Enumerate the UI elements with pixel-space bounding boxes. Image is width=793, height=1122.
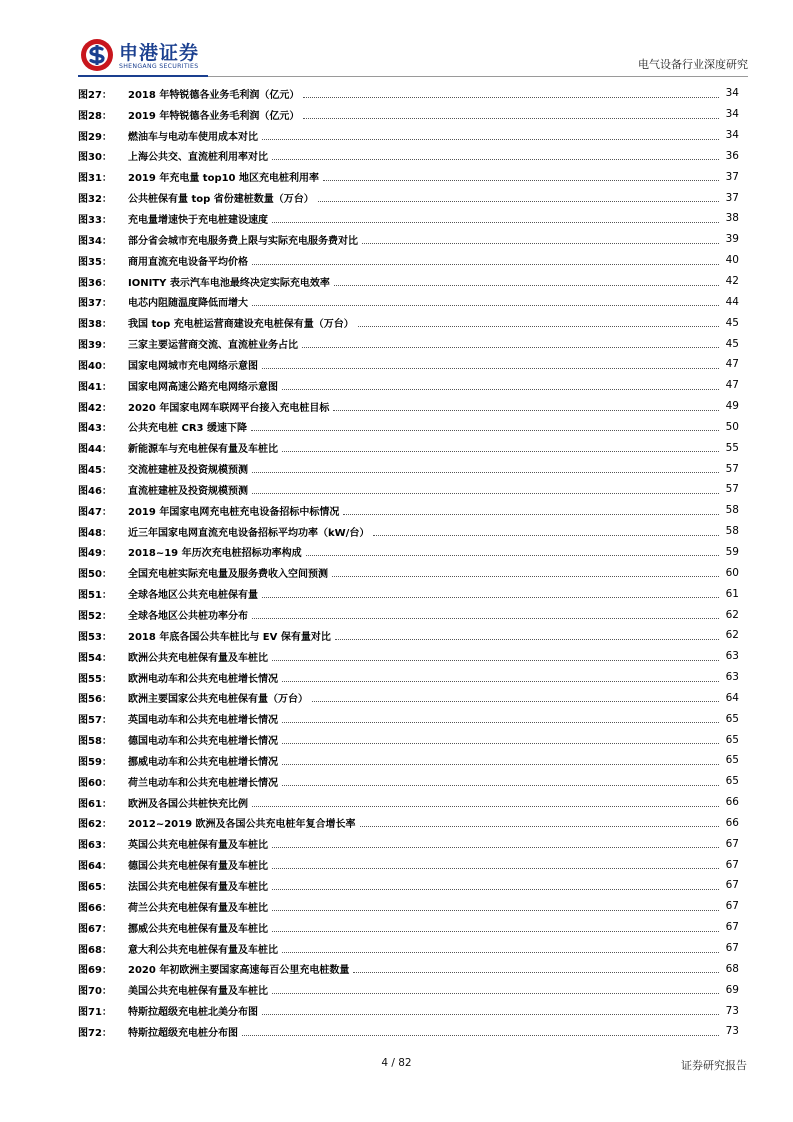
- figure-number: 图71：: [78, 1007, 112, 1019]
- figure-number: 图56：: [78, 694, 112, 706]
- page-ref[interactable]: 62: [725, 608, 739, 621]
- figure-title[interactable]: 2019 年充电量 top10 地区充电桩利用率: [128, 173, 320, 185]
- toc-entry[interactable]: [78, 312, 739, 333]
- page-ref[interactable]: 73: [725, 1004, 739, 1017]
- figure-number: 图64：: [78, 861, 112, 873]
- toc-entry[interactable]: [78, 396, 739, 417]
- figure-title[interactable]: 2018~19 年历次充电桩招标功率构成: [128, 548, 302, 560]
- dot-leader: [252, 305, 719, 306]
- figure-title[interactable]: 电芯内阻随温度降低而增大: [128, 298, 248, 310]
- page-ref[interactable]: 58: [725, 525, 739, 538]
- dot-leader: [373, 535, 719, 536]
- logo-english-name: SHENGANG SECURITIES: [119, 63, 199, 70]
- page-ref[interactable]: 55: [725, 441, 739, 454]
- toc-entry[interactable]: [78, 250, 739, 271]
- figure-number: 图41：: [78, 381, 112, 393]
- toc-entry[interactable]: [78, 166, 739, 187]
- figure-number: 图38：: [78, 319, 112, 331]
- figure-number: 图44：: [78, 444, 112, 456]
- toc-entry[interactable]: [78, 271, 739, 292]
- figure-title[interactable]: 商用直流充电设备平均价格: [128, 256, 248, 268]
- dot-leader: [272, 931, 719, 932]
- figure-number: 图28：: [78, 110, 112, 122]
- figure-title[interactable]: 特斯拉超级充电桩北美分布图: [128, 1007, 258, 1019]
- figure-title[interactable]: 荷兰电动车和公共充电桩增长情况: [128, 777, 278, 789]
- dot-leader: [272, 847, 719, 848]
- figure-title[interactable]: 2020 年国家电网车联网平台接入充电桩目标: [128, 402, 330, 414]
- dot-leader: [303, 97, 719, 98]
- page-ref[interactable]: 50: [725, 420, 739, 433]
- toc-entry[interactable]: [78, 521, 739, 542]
- figure-number: 图63：: [78, 840, 112, 852]
- figure-number: 图32：: [78, 194, 112, 206]
- figure-title[interactable]: 2019 年国家电网充电桩充电设备招标中标情况: [128, 506, 340, 518]
- figure-number: 图27：: [78, 89, 112, 101]
- figure-number: 图47：: [78, 506, 112, 518]
- page-ref[interactable]: 45: [725, 316, 739, 329]
- figure-title[interactable]: 全国充电桩实际充电量及服务费收入空间预测: [128, 569, 328, 581]
- dot-leader: [333, 410, 719, 411]
- figure-number: 图59：: [78, 756, 112, 768]
- dot-leader: [272, 993, 719, 994]
- toc-entry[interactable]: [78, 354, 739, 375]
- page-ref[interactable]: 58: [725, 504, 739, 517]
- toc-entry[interactable]: [78, 896, 739, 917]
- page-ref[interactable]: 34: [725, 108, 739, 121]
- figure-title[interactable]: 上海公共交、直流桩利用率对比: [128, 152, 268, 164]
- page-ref[interactable]: 37: [725, 191, 739, 204]
- dot-leader: [282, 722, 719, 723]
- page-ref[interactable]: 47: [725, 379, 739, 392]
- figure-title[interactable]: 英国公共充电桩保有量及车桩比: [128, 840, 268, 852]
- figure-number: 图39：: [78, 340, 112, 352]
- figure-number: 图29：: [78, 131, 112, 143]
- figure-title[interactable]: 挪威公共充电桩保有量及车桩比: [128, 923, 268, 935]
- figure-number: 图36：: [78, 277, 112, 289]
- toc-entry[interactable]: [78, 833, 739, 854]
- dot-leader: [360, 826, 719, 827]
- page-ref[interactable]: 67: [725, 879, 739, 892]
- dot-leader: [252, 493, 719, 494]
- page-ref[interactable]: 57: [725, 462, 739, 475]
- figure-list: [78, 83, 739, 1042]
- page-ref[interactable]: 66: [725, 796, 739, 809]
- page-ref[interactable]: 37: [725, 170, 739, 183]
- dot-leader: [272, 159, 719, 160]
- figure-title[interactable]: 特斯拉超级充电桩分布图: [128, 1027, 238, 1039]
- figure-number: 图62：: [78, 819, 112, 831]
- dot-leader: [335, 639, 719, 640]
- page-ref[interactable]: 47: [725, 358, 739, 371]
- page-ref[interactable]: 65: [725, 712, 739, 725]
- page-number: 4 / 82: [381, 1057, 412, 1069]
- dot-leader: [282, 681, 719, 682]
- toc-entry[interactable]: [78, 917, 739, 938]
- page-ref[interactable]: 57: [725, 483, 739, 496]
- toc-entry[interactable]: [78, 792, 739, 813]
- page-ref[interactable]: 67: [725, 858, 739, 871]
- page-ref[interactable]: 67: [725, 900, 739, 913]
- toc-entry[interactable]: [78, 938, 739, 959]
- page-ref[interactable]: 64: [725, 691, 739, 704]
- figure-number: 图57：: [78, 715, 112, 727]
- figure-number: 图31：: [78, 173, 112, 185]
- page-ref[interactable]: 34: [725, 87, 739, 100]
- figure-title[interactable]: 公共充电桩 CR3 缓速下降: [128, 423, 247, 435]
- page-ref[interactable]: 68: [725, 962, 739, 975]
- figure-number: 图51：: [78, 590, 112, 602]
- page-ref[interactable]: 40: [725, 254, 739, 267]
- page-ref[interactable]: 34: [725, 129, 739, 142]
- dot-leader: [318, 201, 719, 202]
- toc-entry[interactable]: [78, 479, 739, 500]
- figure-title[interactable]: 欧洲公共充电桩保有量及车桩比: [128, 652, 268, 664]
- figure-title[interactable]: 充电量增速快于充电桩建设速度: [128, 214, 268, 226]
- figure-title[interactable]: 国家电网高速公路充电网络示意图: [128, 381, 278, 393]
- dot-leader: [282, 743, 719, 744]
- toc-entry[interactable]: [78, 125, 739, 146]
- figure-title[interactable]: 国家电网城市充电网络示意图: [128, 360, 258, 372]
- toc-entry[interactable]: [78, 646, 739, 667]
- toc-entry[interactable]: [78, 854, 739, 875]
- dot-leader: [334, 285, 719, 286]
- page-ref[interactable]: 73: [725, 1025, 739, 1038]
- figure-title[interactable]: 全球各地区公共桩功率分布: [128, 611, 248, 623]
- figure-title[interactable]: 2012~2019 欧洲及各国公共充电桩年复合增长率: [128, 819, 356, 831]
- figure-title[interactable]: 挪威电动车和公共充电桩增长情况: [128, 756, 278, 768]
- toc-entry[interactable]: [78, 375, 739, 396]
- dot-leader: [282, 451, 719, 452]
- page-ref[interactable]: 65: [725, 775, 739, 788]
- figure-number: 图66：: [78, 902, 112, 914]
- dot-leader: [252, 472, 719, 473]
- shengang-logo-icon: [80, 38, 114, 72]
- figure-title[interactable]: 法国公共充电桩保有量及车桩比: [128, 881, 268, 893]
- figure-title[interactable]: 欧洲主要国家公共充电桩保有量（万台）: [128, 694, 308, 706]
- figure-number: 图60：: [78, 777, 112, 789]
- toc-entry[interactable]: [78, 667, 739, 688]
- figure-number: 图49：: [78, 548, 112, 560]
- figure-title[interactable]: 公共桩保有量 top 省份建桩数量（万台）: [128, 194, 314, 206]
- dot-leader: [282, 389, 719, 390]
- figure-number: 图43：: [78, 423, 112, 435]
- document-type: 证券研究报告: [681, 1059, 747, 1072]
- figure-title[interactable]: 2018 年底各国公共车桩比与 EV 保有量对比: [128, 631, 331, 643]
- figure-number: 图33：: [78, 214, 112, 226]
- page-ref[interactable]: 44: [725, 295, 739, 308]
- dot-leader: [262, 368, 719, 369]
- report-type: 电气设备行业深度研究: [638, 58, 748, 71]
- figure-number: 图58：: [78, 736, 112, 748]
- page-ref[interactable]: 65: [725, 754, 739, 767]
- figure-title[interactable]: 三家主要运营商交流、直流桩业务占比: [128, 340, 298, 352]
- figure-title[interactable]: 近三年国家电网直流充电设备招标平均功率（kW/台）: [128, 527, 370, 539]
- figure-number: 图40：: [78, 360, 112, 372]
- figure-title[interactable]: 直流桩建桩及投资规模预测: [128, 485, 248, 497]
- dot-leader: [362, 243, 719, 244]
- toc-entry[interactable]: [78, 187, 739, 208]
- figure-title[interactable]: 2018 年特锐德各业务毛利润（亿元）: [128, 89, 300, 101]
- toc-entry[interactable]: [78, 542, 739, 563]
- page-ref[interactable]: 59: [725, 545, 739, 558]
- figure-number: 图46：: [78, 485, 112, 497]
- page-ref[interactable]: 61: [725, 587, 739, 600]
- toc-entry[interactable]: [78, 979, 739, 1000]
- dot-leader: [332, 576, 719, 577]
- toc-entry[interactable]: [78, 458, 739, 479]
- page-ref[interactable]: 67: [725, 942, 739, 955]
- dot-leader: [242, 1035, 719, 1036]
- page-ref[interactable]: 39: [725, 233, 739, 246]
- page-ref[interactable]: 69: [725, 983, 739, 996]
- dot-leader: [252, 806, 719, 807]
- figure-title[interactable]: 英国电动车和公共充电桩增长情况: [128, 715, 278, 727]
- header-rule-accent: [78, 75, 208, 77]
- dot-leader: [262, 597, 719, 598]
- figure-title[interactable]: 德国公共充电桩保有量及车桩比: [128, 861, 268, 873]
- page-ref[interactable]: 65: [725, 733, 739, 746]
- toc-entry[interactable]: [78, 417, 739, 438]
- toc-entry[interactable]: [78, 562, 739, 583]
- page-ref[interactable]: 62: [725, 629, 739, 642]
- page-ref[interactable]: 66: [725, 816, 739, 829]
- figure-number: 图52：: [78, 611, 112, 623]
- dot-leader: [353, 972, 719, 973]
- toc-entry[interactable]: [78, 958, 739, 979]
- figure-number: 图72：: [78, 1027, 112, 1039]
- figure-title[interactable]: 燃油车与电动车使用成本对比: [128, 131, 258, 143]
- figure-number: 图70：: [78, 986, 112, 998]
- dot-leader: [282, 952, 719, 953]
- figure-title[interactable]: 2019 年特锐德各业务毛利润（亿元）: [128, 110, 300, 122]
- figure-number: 图45：: [78, 465, 112, 477]
- figure-number: 图50：: [78, 569, 112, 581]
- dot-leader: [303, 118, 719, 119]
- page-ref[interactable]: 63: [725, 650, 739, 663]
- dot-leader: [282, 785, 719, 786]
- page-ref[interactable]: 60: [725, 566, 739, 579]
- figure-number: 图65：: [78, 881, 112, 893]
- figure-title[interactable]: 意大利公共充电桩保有量及车桩比: [128, 944, 278, 956]
- dot-leader: [302, 347, 719, 348]
- page-ref[interactable]: 42: [725, 275, 739, 288]
- company-logo: [78, 36, 228, 76]
- figure-number: 图67：: [78, 923, 112, 935]
- figure-title[interactable]: 荷兰公共充电桩保有量及车桩比: [128, 902, 268, 914]
- figure-number: 图69：: [78, 965, 112, 977]
- figure-number: 图61：: [78, 798, 112, 810]
- page-ref[interactable]: 67: [725, 837, 739, 850]
- dot-leader: [272, 660, 719, 661]
- toc-entry[interactable]: [78, 500, 739, 521]
- toc-entry[interactable]: [78, 771, 739, 792]
- figure-title[interactable]: IONITY 表示汽车电池最终决定实际充电效率: [128, 277, 330, 289]
- page-header: [78, 36, 748, 76]
- toc-entry[interactable]: [78, 750, 739, 771]
- figure-title[interactable]: 我国 top 充电桩运营商建设充电桩保有量（万台）: [128, 319, 354, 331]
- figure-title[interactable]: 德国电动车和公共充电桩增长情况: [128, 736, 278, 748]
- dot-leader: [262, 139, 719, 140]
- figure-number: 图30：: [78, 152, 112, 164]
- toc-entry[interactable]: [78, 625, 739, 646]
- figure-number: 图55：: [78, 673, 112, 685]
- page-ref[interactable]: 49: [725, 400, 739, 413]
- dot-leader: [323, 180, 719, 181]
- figure-title[interactable]: 欧洲电动车和公共充电桩增长情况: [128, 673, 278, 685]
- dot-leader: [251, 430, 719, 431]
- page-ref[interactable]: 67: [725, 921, 739, 934]
- dot-leader: [272, 910, 719, 911]
- toc-entry[interactable]: [78, 146, 739, 167]
- figure-title[interactable]: 全球各地区公共充电桩保有量: [128, 590, 258, 602]
- figure-title[interactable]: 交流桩建桩及投资规模预测: [128, 465, 248, 477]
- toc-entry[interactable]: [78, 104, 739, 125]
- page-ref[interactable]: 38: [725, 212, 739, 225]
- dot-leader: [312, 701, 719, 702]
- dot-leader: [306, 555, 719, 556]
- figure-number: 图68：: [78, 944, 112, 956]
- page-ref[interactable]: 36: [725, 149, 739, 162]
- figure-title[interactable]: 部分省会城市充电服务费上限与实际充电服务费对比: [128, 235, 358, 247]
- dot-leader: [252, 618, 719, 619]
- toc-entry[interactable]: [78, 437, 739, 458]
- page-ref[interactable]: 63: [725, 671, 739, 684]
- figure-title[interactable]: 2020 年初欧洲主要国家高速每百公里充电桩数量: [128, 965, 350, 977]
- logo-chinese-name: 申港证券: [119, 42, 200, 64]
- dot-leader: [358, 326, 719, 327]
- toc-entry[interactable]: [78, 687, 739, 708]
- figure-number: 图37：: [78, 298, 112, 310]
- figure-number: 图53：: [78, 631, 112, 643]
- toc-entry[interactable]: [78, 333, 739, 354]
- toc-entry[interactable]: [78, 813, 739, 834]
- dot-leader: [262, 1014, 719, 1015]
- toc-entry[interactable]: [78, 1021, 739, 1042]
- toc-entry[interactable]: [78, 291, 739, 312]
- figure-number: 图48：: [78, 527, 112, 539]
- figure-title[interactable]: 欧洲及各国公共桩快充比例: [128, 798, 248, 810]
- dot-leader: [282, 764, 719, 765]
- dot-leader: [252, 264, 719, 265]
- toc-entry[interactable]: [78, 229, 739, 250]
- figure-number: 图35：: [78, 256, 112, 268]
- toc-entry[interactable]: [78, 708, 739, 729]
- dot-leader: [272, 222, 719, 223]
- toc-entry[interactable]: [78, 604, 739, 625]
- toc-entry[interactable]: [78, 875, 739, 896]
- figure-title[interactable]: 美国公共充电桩保有量及车桩比: [128, 986, 268, 998]
- figure-number: 图42：: [78, 402, 112, 414]
- dot-leader: [272, 868, 719, 869]
- dot-leader: [343, 514, 719, 515]
- toc-entry[interactable]: [78, 729, 739, 750]
- toc-entry[interactable]: [78, 1000, 739, 1021]
- page-ref[interactable]: 45: [725, 337, 739, 350]
- figure-number: 图34：: [78, 235, 112, 247]
- figure-title[interactable]: 新能源车与充电桩保有量及车桩比: [128, 444, 278, 456]
- dot-leader: [272, 889, 719, 890]
- figure-number: 图54：: [78, 652, 112, 664]
- toc-entry[interactable]: [78, 83, 739, 104]
- toc-entry[interactable]: [78, 583, 739, 604]
- toc-entry[interactable]: [78, 208, 739, 229]
